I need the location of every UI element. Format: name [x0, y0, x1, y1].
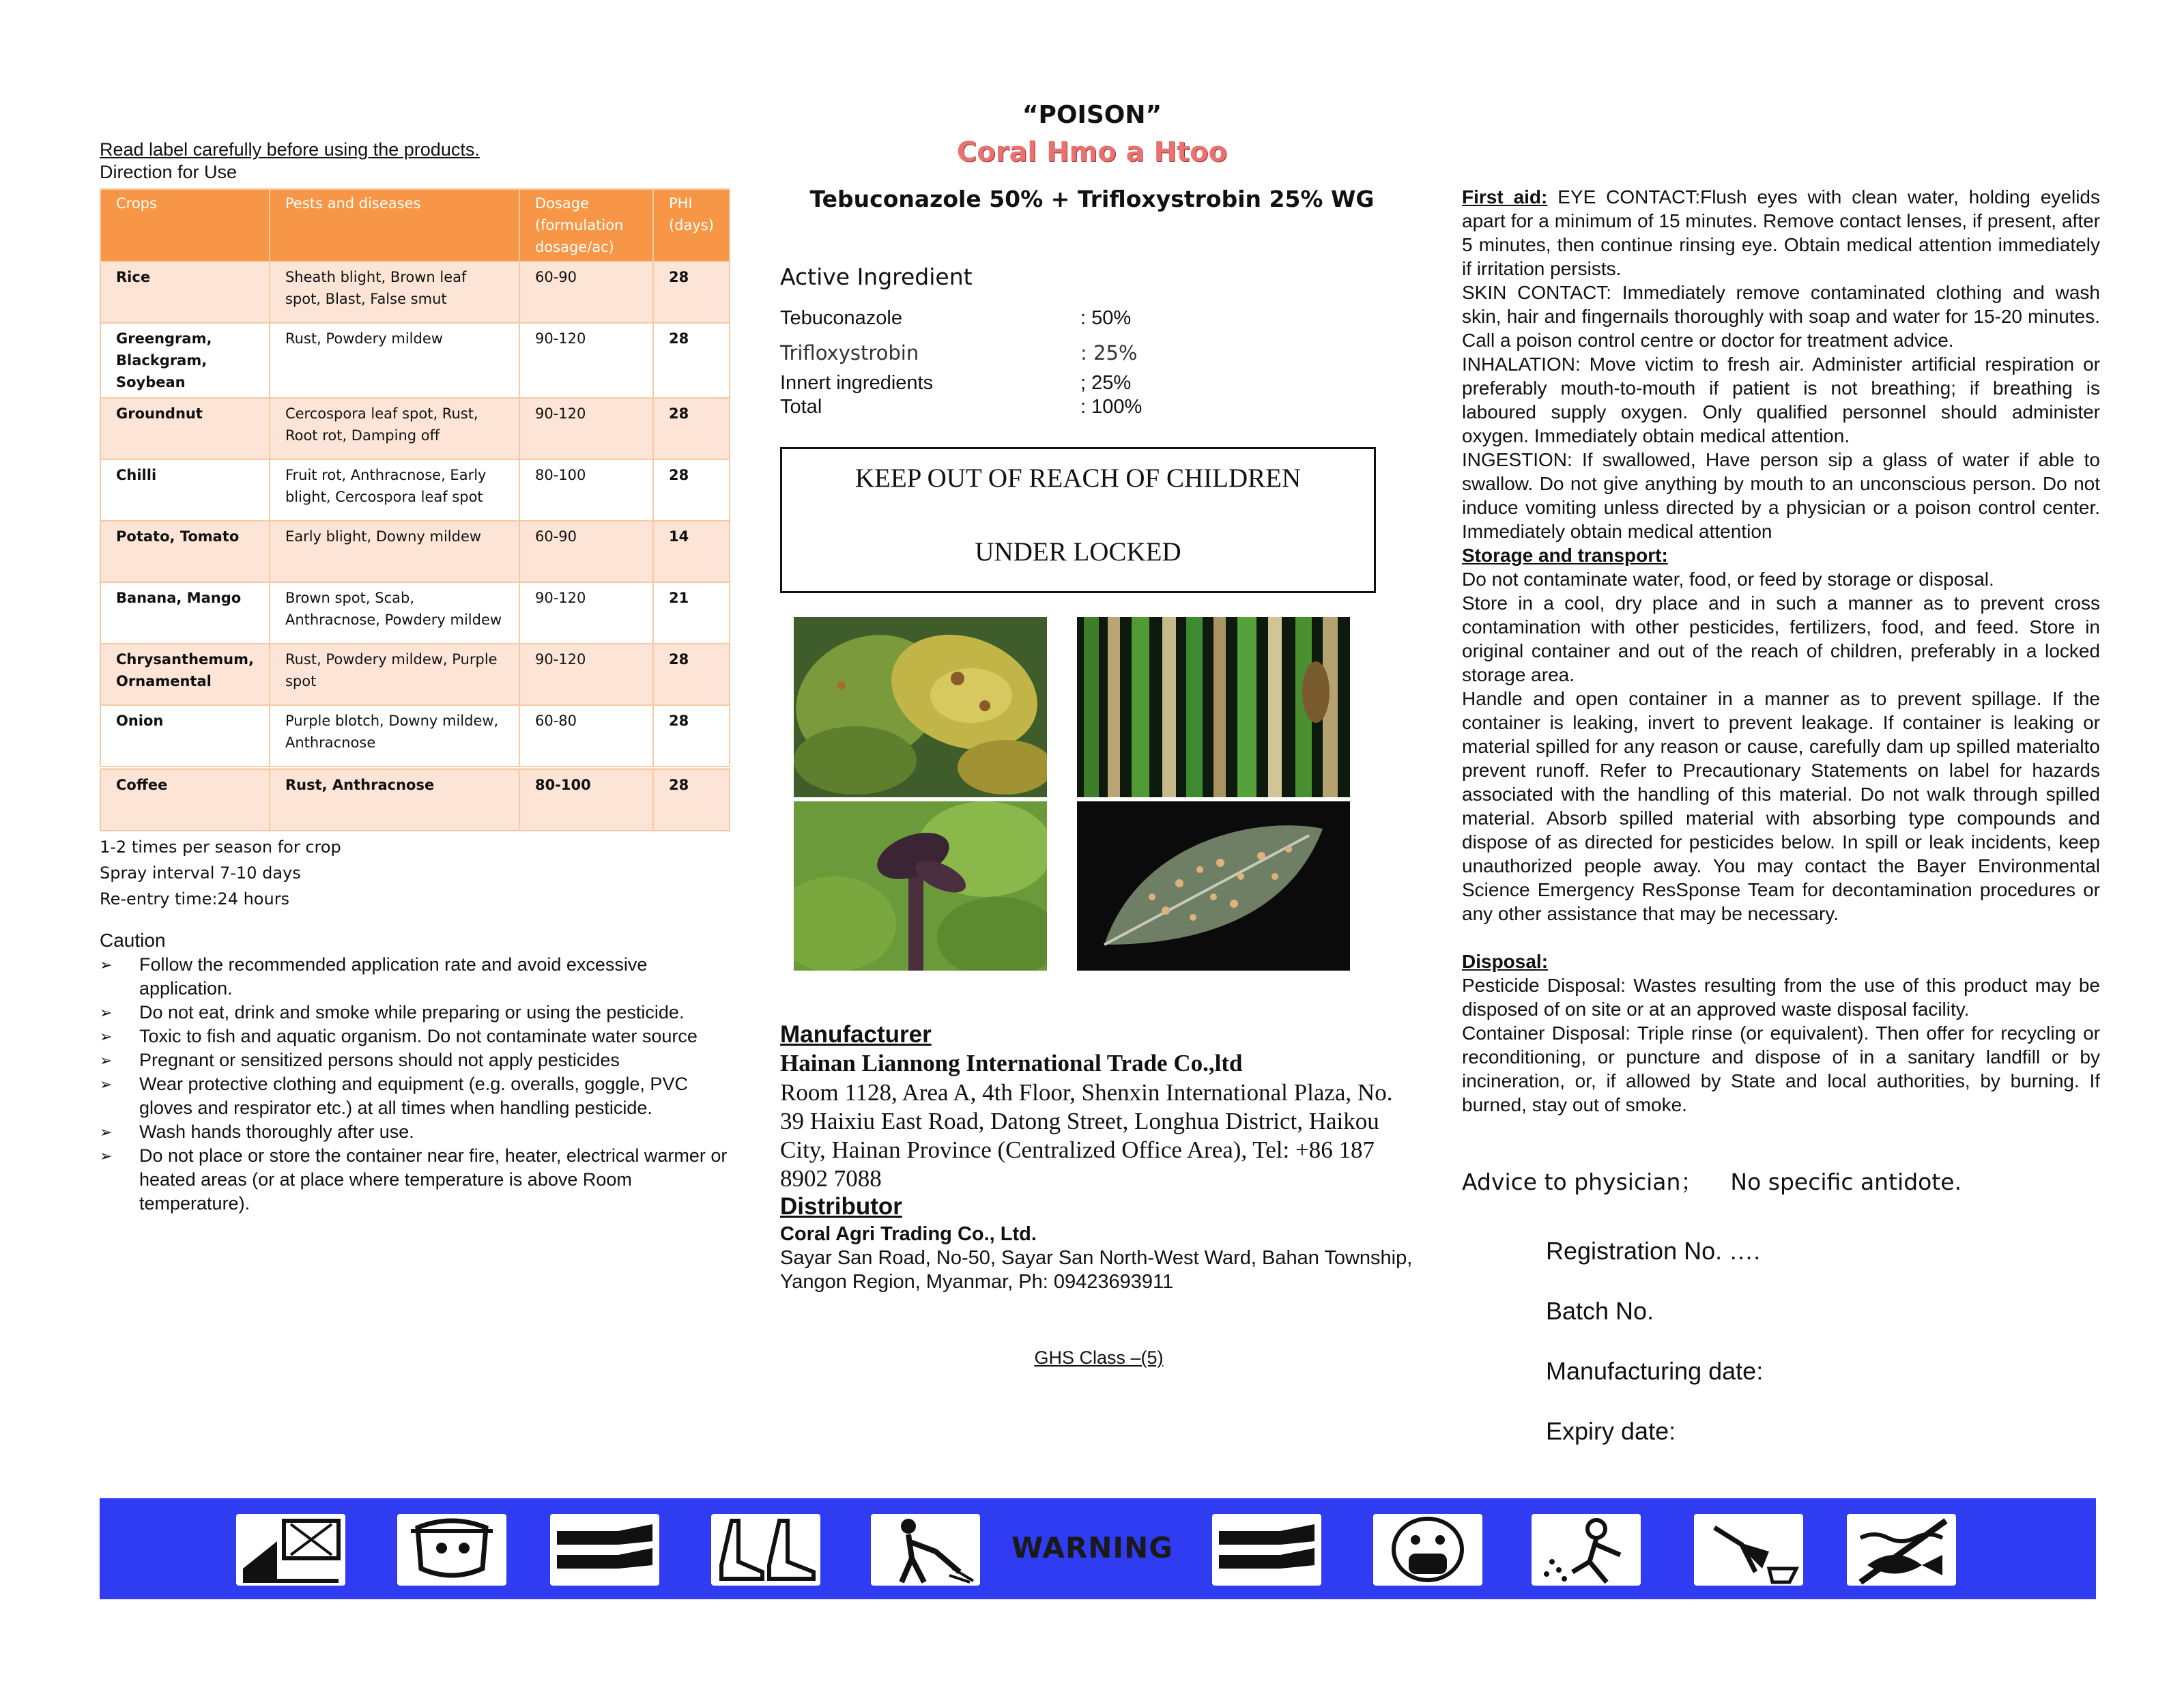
list-item: ➢ Do not place or store the container near fire, heater, electrical warmer or heated areas (or at place where temperature is above Room temperature).: [100, 1145, 728, 1214]
manufacturing-date: Manufacturing date:: [1546, 1357, 1764, 1385]
crop-cell: Banana, Mango: [100, 582, 270, 644]
warning-pictogram-banner: [100, 1498, 2096, 1599]
crop-cell: Groundnut: [100, 398, 270, 459]
phi-cell: 28: [653, 323, 730, 398]
phi-cell: 28: [653, 398, 730, 459]
ingredient-value: ; 25%: [1080, 372, 1132, 394]
rice-stems-image: [1077, 617, 1350, 797]
pests-cell: Rust, Powdery mildew: [270, 323, 519, 398]
dosage-cell: 60-90: [519, 521, 653, 582]
phi-cell: 28: [653, 459, 730, 521]
leaf-rust-photo: [1077, 801, 1350, 971]
crop-cell: Chrysanthemum, Ornamental: [100, 644, 270, 705]
batch-number: Batch No.: [1546, 1297, 1654, 1325]
dosage-cell: 90-120: [519, 644, 653, 705]
blight-stem-image: [794, 801, 1047, 971]
first-aid-eye: First aid: EYE CONTACT:Flush eyes with clean water, holding eyelids apart for a minimum of 15 minutes. Remove contact lenses, if present, after 5 minutes, then continue rinsing eye. Obtain medical attention immediately if irritation persists.: [1462, 186, 2100, 279]
phi-cell: 28: [653, 644, 730, 705]
direction-title: Direction for Use: [100, 162, 238, 182]
table-row: [100, 644, 730, 705]
first-aid-title: First aid:: [1462, 186, 1548, 208]
crop-cell: Greengram, Blackgram, Soybean: [100, 323, 270, 398]
safety-section: [1462, 185, 2100, 1117]
application-notes: [100, 834, 734, 912]
caution-list: [100, 953, 734, 1216]
list-item: ➢ Pregnant or sensitized persons should not apply pesticides: [100, 1048, 734, 1072]
storage-text: Do not contaminate water, food, or feed by storage or disposal.: [1462, 569, 1994, 590]
gloves-icon: [550, 1514, 659, 1586]
table-row: [100, 398, 730, 459]
respirator-mask-icon: [1373, 1514, 1482, 1586]
phi-cell: 28: [653, 705, 730, 768]
first-aid-ingestion: INGESTION: If swallowed, Have person sip a glass of water if able to swallow. Do not give anything by mouth to an unconscious person. Do not induce vomiting unless directed by a physician or a poison control center. Immediately obtain medical attention: [1462, 449, 2100, 542]
crop-cell: Potato, Tomato: [100, 521, 270, 582]
leaf-disease-photo: [794, 617, 1047, 797]
physician-advice: [1462, 1164, 1962, 1197]
pests-cell: Rust, Powdery mildew, Purple spot: [270, 644, 519, 705]
gloves-icon: [1212, 1514, 1321, 1586]
header-dosage: Dosage (formulation dosage/ac): [519, 189, 653, 261]
dangerous-to-fish-icon: [1847, 1514, 1956, 1586]
rice-sheath-blight-photo: [1077, 617, 1350, 797]
table-row: [100, 768, 730, 831]
distributor-name: Coral Agri Trading Co., Ltd.: [780, 1223, 1037, 1245]
disposal-text: Pesticide Disposal: Wastes resulting from the use of this product may be disposed of on site or at an approved waste disposal facility.: [1462, 975, 2100, 1020]
storage-text: Store in a cool, dry place and in such a manner as to prevent cross contamination with other pesticides, fertilizers, food, and feed. Store in original container and out of the reach of children, preferably in a locked storage area.: [1462, 592, 2100, 685]
boots-icon: [711, 1514, 820, 1586]
arrow-bullet-icon: ➢: [100, 1028, 113, 1045]
warning-label: WARNING: [1011, 1531, 1173, 1564]
poison-heading: “POISON”: [1022, 101, 1162, 129]
pests-cell: Cercospora leaf spot, Rust, Root rot, Damping off: [270, 398, 519, 459]
distributor-title: Distributor: [780, 1193, 902, 1220]
note-reentry: Re-entry time:24 hours: [100, 889, 290, 909]
ingredient-value: : 100%: [1080, 396, 1143, 418]
note-frequency: 1-2 times per season for crop: [100, 838, 341, 857]
dangerous-to-livestock-icon: [1694, 1514, 1803, 1586]
arrow-bullet-icon: ➢: [100, 1076, 113, 1093]
storage-title: Storage and transport:: [1462, 545, 1668, 566]
ingredient-name: Trifloxystrobin: [780, 341, 919, 364]
table-row: [100, 521, 730, 582]
list-item: ➢ Follow the recommended application rate and avoid excessive application.: [100, 954, 648, 999]
dosage-cell: 90-120: [519, 398, 653, 459]
warning-line-children: KEEP OUT OF REACH OF CHILDREN: [854, 463, 1302, 493]
ingredient-row: [780, 341, 1162, 364]
crop-dosage-table: [100, 188, 730, 831]
dosage-cell: 80-100: [519, 459, 653, 521]
header-pests: Pests and diseases: [270, 189, 519, 261]
crop-cell: Chilli: [100, 459, 270, 521]
pests-cell: Early blight, Downy mildew: [270, 521, 519, 582]
crop-cell: Onion: [100, 705, 270, 768]
keep-out-of-reach-box: [780, 447, 1376, 593]
crop-cell: Rice: [100, 261, 270, 323]
table-header-row: [100, 189, 730, 261]
arrow-bullet-icon: ➢: [100, 1147, 113, 1164]
table-row: [100, 705, 730, 768]
table-row: [100, 582, 730, 644]
wash-after-use-icon: [1532, 1514, 1641, 1586]
dosage-cell: 80-100: [519, 768, 653, 831]
ghs-class: GHS Class –(5): [1034, 1347, 1164, 1368]
ingredient-name: Tebuconazole: [780, 307, 902, 329]
yellow-leaf-spot-image: [794, 617, 1047, 797]
first-aid-skin: SKIN CONTACT: Immediately remove contaminated clothing and wash skin, hair and fingernails thoroughly with soap and water for 15-20 minutes. Call a poison control centre or doctor for treatment advice.: [1462, 282, 2100, 351]
ingredient-row: [780, 396, 1162, 418]
blighted-stem-photo: [794, 801, 1047, 971]
disposal-title: Disposal:: [1462, 951, 1549, 972]
phi-cell: 28: [653, 768, 730, 831]
pests-cell: Purple blotch, Downy mildew, Anthracnose: [270, 705, 519, 768]
pests-cell: Rust, Anthracnose: [270, 768, 519, 831]
warning-line-locked: UNDER LOCKED: [975, 537, 1181, 567]
storage-text: Handle and open container in a manner as to prevent spillage. If the container is leaking, invert to prevent leakage. If container is leaking or material spilled for any reason or cause, carefully dam up spilled materialto prevent runoff. Refer to Precautionary Statements on label for hazards associated with the handling of this material. Do not walk through spilled material. Absorb spilled material with absorbing type compounds and dispose of as directed for pesticides below. In spill or leak incidents, keep unauthorized people away. You may contact the Bayer Environmental Science Emergency ResSponse Team for decontamination procedures or any other assistance that may be necessary.: [1462, 688, 2100, 924]
product-formula: Tebuconazole 50% + Trifloxystrobin 25% WG: [809, 186, 1375, 212]
arrow-bullet-icon: ➢: [100, 1052, 113, 1069]
table-row: [100, 261, 730, 323]
ingredient-name: Innert ingredients: [780, 372, 934, 394]
manufacturer-address: Room 1128, Area A, 4th Floor, Shenxin International Plaza, No. 39 Haixiu East Road, Datong Street, Longhua District, Haikou City, Hainan Province (Centralized Office Area), Tel: +86 187 8902 7088: [780, 1079, 1393, 1192]
header-phi: PHI (days): [653, 189, 730, 261]
rust-pustule-leaf-image: [1077, 801, 1350, 971]
advice-label: Advice to physician；: [1462, 1169, 1704, 1195]
phi-cell: 21: [653, 582, 730, 644]
ingredient-value: : 50%: [1080, 307, 1132, 329]
manufacturer-title: Manufacturer: [780, 1021, 932, 1048]
ingredient-row: [780, 307, 1162, 330]
phi-cell: 14: [653, 521, 730, 582]
expiry-date: Expiry date:: [1546, 1417, 1676, 1445]
registration-number: Registration No. ….: [1546, 1237, 1761, 1265]
brand-name: Coral Hmo a Htoo: [956, 137, 1228, 168]
directions-section: [100, 137, 734, 1216]
arrow-bullet-icon: ➢: [100, 1004, 113, 1021]
phi-cell: 28: [653, 261, 730, 323]
pests-cell: Sheath blight, Brown leaf spot, Blast, False smut: [270, 261, 519, 323]
table-row: [100, 459, 730, 521]
first-aid-inhalation: INHALATION: Move victim to fresh air. Administer artificial respiration or preferably mouth-to-mouth if patient is not breathing; if breathing is laboured supply oxygen. Only qualified personnel should administer oxygen. Immediately obtain medical attention.: [1462, 354, 2100, 446]
caution-title: Caution: [100, 930, 166, 951]
note-spray-interval: Spray interval 7-10 days: [100, 863, 301, 883]
table-row: [100, 323, 730, 398]
dosage-cell: 90-120: [519, 582, 653, 644]
dosage-cell: 90-120: [519, 323, 653, 398]
list-item: ➢ Wear protective clothing and equipment (e.g. overalls, goggle, PVC gloves and respirator etc.) at all times when handling pesticide.: [100, 1074, 688, 1118]
locked-storage-icon: [236, 1514, 345, 1586]
read-label-notice: Read label carefully before using the products.: [100, 139, 480, 160]
list-item: ➢ Toxic to fish and aquatic organism. Do not contaminate water source: [100, 1025, 734, 1048]
active-ingredient-title: Active Ingredient: [780, 263, 973, 290]
arrow-bullet-icon: ➢: [100, 956, 113, 973]
dosage-cell: 60-80: [519, 705, 653, 768]
distributor-address: Sayar San Road, No-50, Sayar San North-West Ward, Bahan Township, Yangon Region, Myanmar, Ph: 09423693911: [780, 1247, 1413, 1293]
manufacturer-name: Hainan Liannong International Trade Co.,ltd: [780, 1050, 1243, 1076]
header-crops: Crops: [100, 189, 270, 261]
list-item: ➢ Wash hands thoroughly after use.: [100, 1120, 734, 1144]
face-shield-icon: [397, 1514, 506, 1586]
disposal-text: Container Disposal: Triple rinse (or equivalent). Then offer for recycling or reconditioning, or puncture and dispose of in a sanitary landfill or by incineration, or, if allowed by State and local authorities, by burning. If burned, stay out of smoke.: [1462, 1022, 2100, 1115]
ingredient-value: : 25%: [1080, 341, 1138, 364]
sprayer-operator-icon: [871, 1514, 980, 1586]
ingredient-name: Total: [780, 396, 822, 418]
advice-text: No specific antidote.: [1730, 1169, 1962, 1195]
pests-cell: Brown spot, Scab, Anthracnose, Powdery mildew: [270, 582, 519, 644]
ingredient-row: [780, 372, 1162, 395]
crop-cell: Coffee: [100, 768, 270, 831]
dosage-cell: 60-90: [519, 261, 653, 323]
pests-cell: Fruit rot, Anthracnose, Early blight, Cercospora leaf spot: [270, 459, 519, 521]
arrow-bullet-icon: ➢: [100, 1124, 113, 1141]
list-item: ➢ Do not eat, drink and smoke while preparing or using the pesticide.: [100, 1001, 734, 1025]
